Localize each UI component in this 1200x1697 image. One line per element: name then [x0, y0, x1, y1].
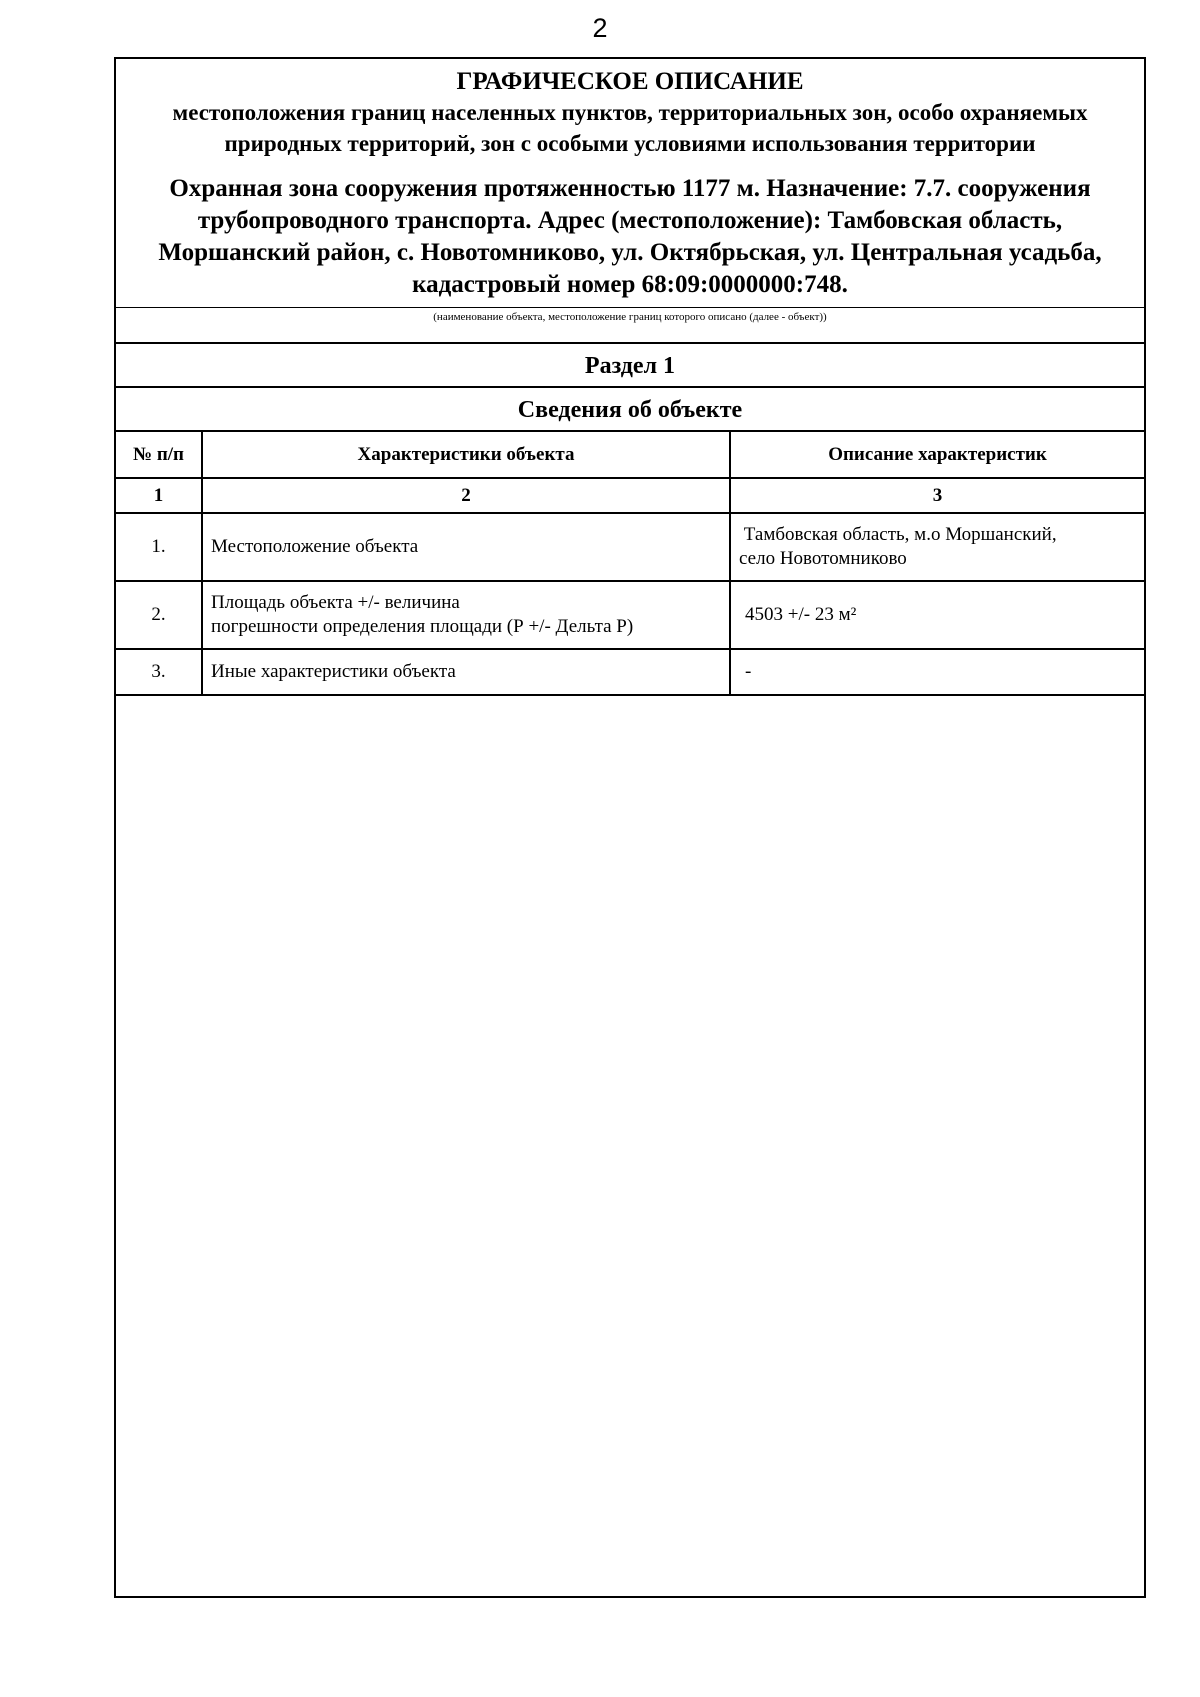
section-title: Раздел 1 [116, 342, 1144, 386]
document-title: ГРАФИЧЕСКОЕ ОПИСАНИЕ [456, 68, 804, 95]
row-number: 1. [116, 513, 202, 581]
object-info-table [116, 430, 1144, 696]
row-number: 2. [116, 581, 202, 649]
row-description: 4503 +/- 23 м² [730, 581, 1144, 649]
column-number-2: 2 [202, 478, 730, 513]
section-subtitle: Сведения об объекте [116, 386, 1144, 430]
row-characteristic-line: Площадь объекта +/- величина [211, 592, 460, 613]
row-characteristic [202, 581, 730, 649]
row-characteristic: Иные характеристики объекта [202, 649, 730, 695]
row-description-line: село Новотомниково [739, 548, 907, 569]
document-frame [114, 57, 1146, 1598]
row-description: - [730, 649, 1144, 695]
object-name: Охранная зона сооружения протяженностью 1177 м. Назначение: 7.7. сооружения трубопроводного транспорта. Адрес (местоположение): Тамбовская область, Моршанский район, с. Новотомниково, ул. Октябрьская, ул. Центральная усадьба, кадастровый номер 68:09:0000000:748. [158, 175, 1102, 298]
column-header-characteristic: Характеристики объекта [202, 431, 730, 478]
column-header-description: Описание характеристик [730, 431, 1144, 478]
row-number: 3. [116, 649, 202, 695]
table-header-row [116, 431, 1144, 478]
table-row [116, 649, 1144, 695]
table-row [116, 513, 1144, 581]
table-row [116, 581, 1144, 649]
document-subtitle: местоположения границ населенных пунктов, территориальных зон, особо охраняемых природных территорий, зон с особыми условиями использования территории [172, 100, 1088, 156]
row-characteristic: Местоположение объекта [202, 513, 730, 581]
column-numbers-row [116, 478, 1144, 513]
column-number-3: 3 [730, 478, 1144, 513]
document-header [116, 59, 1144, 342]
object-name-caption: (наименование объекта, местоположение границ которого описано (далее - объект)) [116, 307, 1144, 342]
page-number: 2 [592, 13, 608, 43]
row-description [730, 513, 1144, 581]
column-header-number: № п/п [116, 431, 202, 478]
column-number-1: 1 [116, 478, 202, 513]
row-characteristic-line: погрешности определения площади (Р +/- Дельта Р) [211, 616, 634, 637]
row-description-line: Тамбовская область, м.о Моршанский, [739, 524, 1057, 545]
